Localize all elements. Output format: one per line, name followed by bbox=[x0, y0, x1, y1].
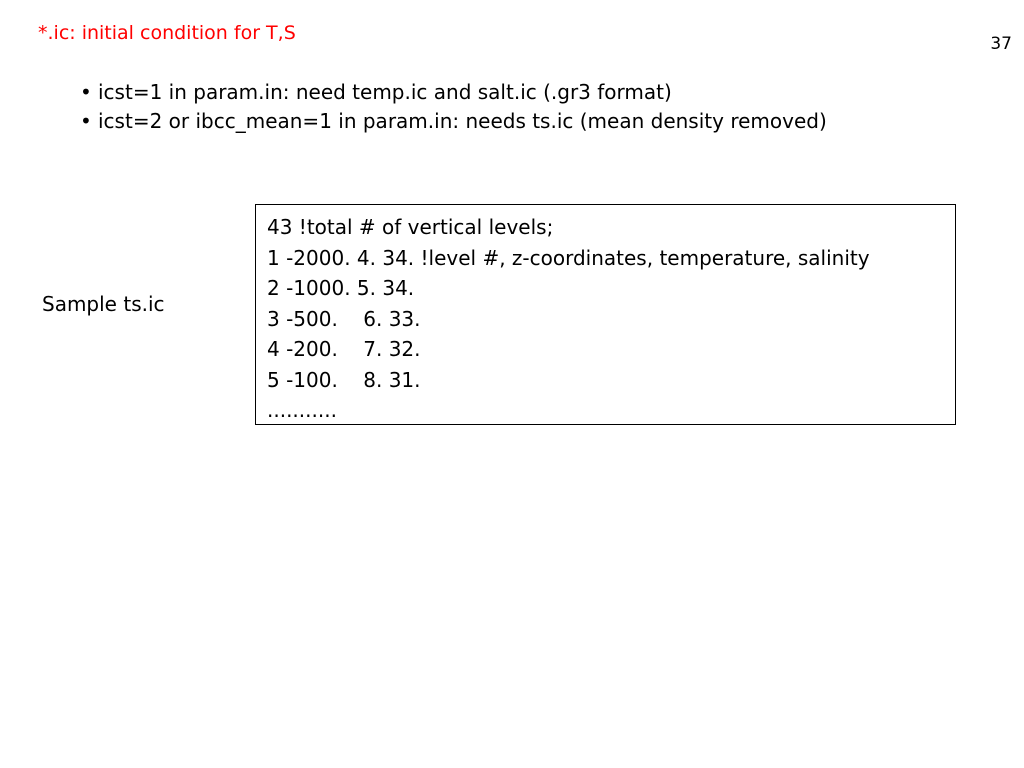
bullet-marker: • bbox=[80, 80, 92, 104]
sample-line: 2 -1000. 5. 34. bbox=[267, 276, 415, 300]
bullet-item-icst-1 bbox=[80, 78, 827, 107]
sample-line: 4 -200. 7. 32. bbox=[267, 337, 421, 361]
sample-line: 43 !total # of vertical levels; bbox=[267, 215, 554, 239]
sample-file-box bbox=[255, 204, 956, 425]
sample-line: ........... bbox=[267, 398, 337, 422]
sample-line: 5 -100. 8. 31. bbox=[267, 367, 421, 392]
bullet-text: icst=1 in param.in: need temp.ic and salt.ic (.gr3 format) bbox=[98, 80, 672, 104]
bullet-text: icst=2 or ibcc_mean=1 in param.in: needs ts.ic (mean density removed) bbox=[98, 109, 827, 133]
bullet-list bbox=[80, 78, 827, 136]
page-number: 37 bbox=[990, 34, 1012, 54]
sample-label: Sample ts.ic bbox=[42, 292, 165, 316]
bullet-marker: • bbox=[80, 109, 92, 133]
slide-title: *.ic: initial condition for T,S bbox=[38, 22, 296, 44]
bullet-item-icst-2 bbox=[80, 107, 827, 136]
sample-line: 1 -2000. 4. 34. !level #, z-coordinates, temperature, salinity bbox=[267, 245, 870, 270]
sample-line: 3 -500. 6. 33. bbox=[267, 306, 421, 331]
